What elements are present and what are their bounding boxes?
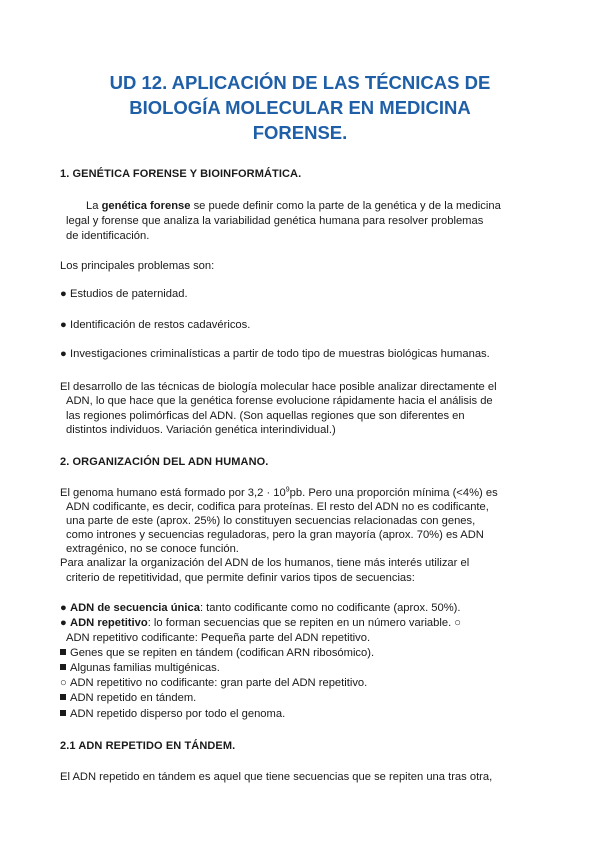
page-title [60,70,540,145]
list-item-repetitivo-line-2: ADN repetitivo codificante: Pequeña parte del ADN repetitivo. [66,632,371,644]
term-genetica-forense: genética forense [101,200,191,212]
intro-pre: La [86,200,102,212]
intro-paragraph-line-1 [86,199,501,213]
title-line-3: FORENSE. [252,122,348,143]
genome-paragraph-line-4: como intrones y secuencias reguladoras, pero la gran mayoría (aprox. 70%) es ADN [66,529,484,541]
genome-paragraph-line-1 [60,486,498,500]
sub-list-item [60,676,367,690]
bullet-icon: ● [60,288,67,300]
list-item-text: : lo forman secuencias que se repiten en un número variable. ○ [147,617,462,629]
section-2-heading: 2. ORGANIZACIÓN DEL ADN HUMANO. [60,456,269,468]
analysis-paragraph-line-2: criterio de repetitividad, que permite definir varios tipos de secuencias: [66,572,415,584]
sub-list-item [60,661,220,675]
problem-text: Estudios de paternidad. [70,288,188,300]
sub-list-text: ADN repetido en tándem. [70,692,197,704]
sub-list-item [60,646,374,660]
circle-bullet-icon: ○ [60,677,67,689]
development-paragraph-line-1: El desarrollo de las técnicas de biología molecular hace posible analizar directamente el [60,381,497,393]
square-bullet-icon [60,710,66,716]
sub-list-text: Algunas familias multigénicas. [70,662,220,674]
sub-list-item [60,707,285,721]
bullet-icon: ● [60,348,67,360]
list-item-secuencia-unica [60,601,461,615]
sub-list-text: Genes que se repiten en tándem (codifican ARN ribosómico). [70,647,375,659]
sub-list-text: ADN repetitivo no codificante: gran parte del ADN repetitivo. [70,677,368,689]
problem-item [60,347,490,361]
development-paragraph-line-2: ADN, lo que hace que la genética forense evolucione rápidamente hacia el análisis de [66,395,493,407]
square-bullet-icon [60,694,66,700]
genome-paragraph-line-5: extragénico, no se conoce función. [66,543,239,555]
bullet-icon: ● [60,617,67,629]
intro-rest: se puede definir como la parte de la genética y de la medicina [190,200,501,212]
genome-text-b: pb. Pero una proporción mínima (<4%) es [289,487,498,499]
exponent: 9 [285,486,290,494]
problem-text: Investigaciones criminalísticas a partir de todo tipo de muestras biológicas humanas. [70,348,490,360]
title-line-2: BIOLOGÍA MOLECULAR EN MEDICINA [129,97,471,118]
problems-label: Los principales problemas son: [60,260,215,272]
bullet-icon: ● [60,602,67,614]
tandem-paragraph-line-1: El ADN repetido en tándem es aquel que tiene secuencias que se repiten una tras otra, [60,771,493,783]
problem-item [60,318,250,332]
sub-list-item [60,691,196,705]
square-bullet-icon [60,649,66,655]
term-adn-repetitivo: ADN repetitivo [70,617,148,629]
genome-text-a: El genoma humano está formado por 3,2 · 10 [60,487,286,499]
bullet-icon: ● [60,319,67,331]
square-bullet-icon [60,664,66,670]
list-item-text: : tanto codificante como no codificante (aprox. 50%). [199,602,461,614]
title-line-1: UD 12. APLICACIÓN DE LAS TÉCNICAS DE [109,72,491,93]
section-2-1-heading: 2.1 ADN REPETIDO EN TÁNDEM. [60,740,236,752]
sub-list-text: ADN repetido disperso por todo el genoma. [70,708,286,720]
development-paragraph-line-3: las regiones polimórficas del ADN. (Son aquellas regiones que son diferentes en [66,410,465,422]
genome-paragraph-line-3: una parte de este (aprox. 25%) lo constituyen secuencias relacionadas con genes, [66,515,476,527]
problem-text: Identificación de restos cadavéricos. [70,319,251,331]
development-paragraph-line-4: distintos individuos. Variación genética interindividual.) [66,424,336,436]
problem-item [60,287,188,301]
genome-paragraph-line-2: ADN codificante, es decir, codifica para proteínas. El resto del ADN no es codificante, [66,501,489,513]
intro-paragraph-line-2: legal y forense que analiza la variabilidad genética humana para resolver problemas [66,215,484,227]
term-secuencia-unica: ADN de secuencia única [70,602,200,614]
intro-paragraph-line-3: de identificación. [66,230,150,242]
section-1-heading: 1. GENÉTICA FORENSE Y BIOINFORMÁTICA. [60,168,302,180]
list-item-repetitivo [60,616,461,630]
analysis-paragraph-line-1: Para analizar la organización del ADN de los humanos, tiene más interés utilizar el [60,557,470,569]
